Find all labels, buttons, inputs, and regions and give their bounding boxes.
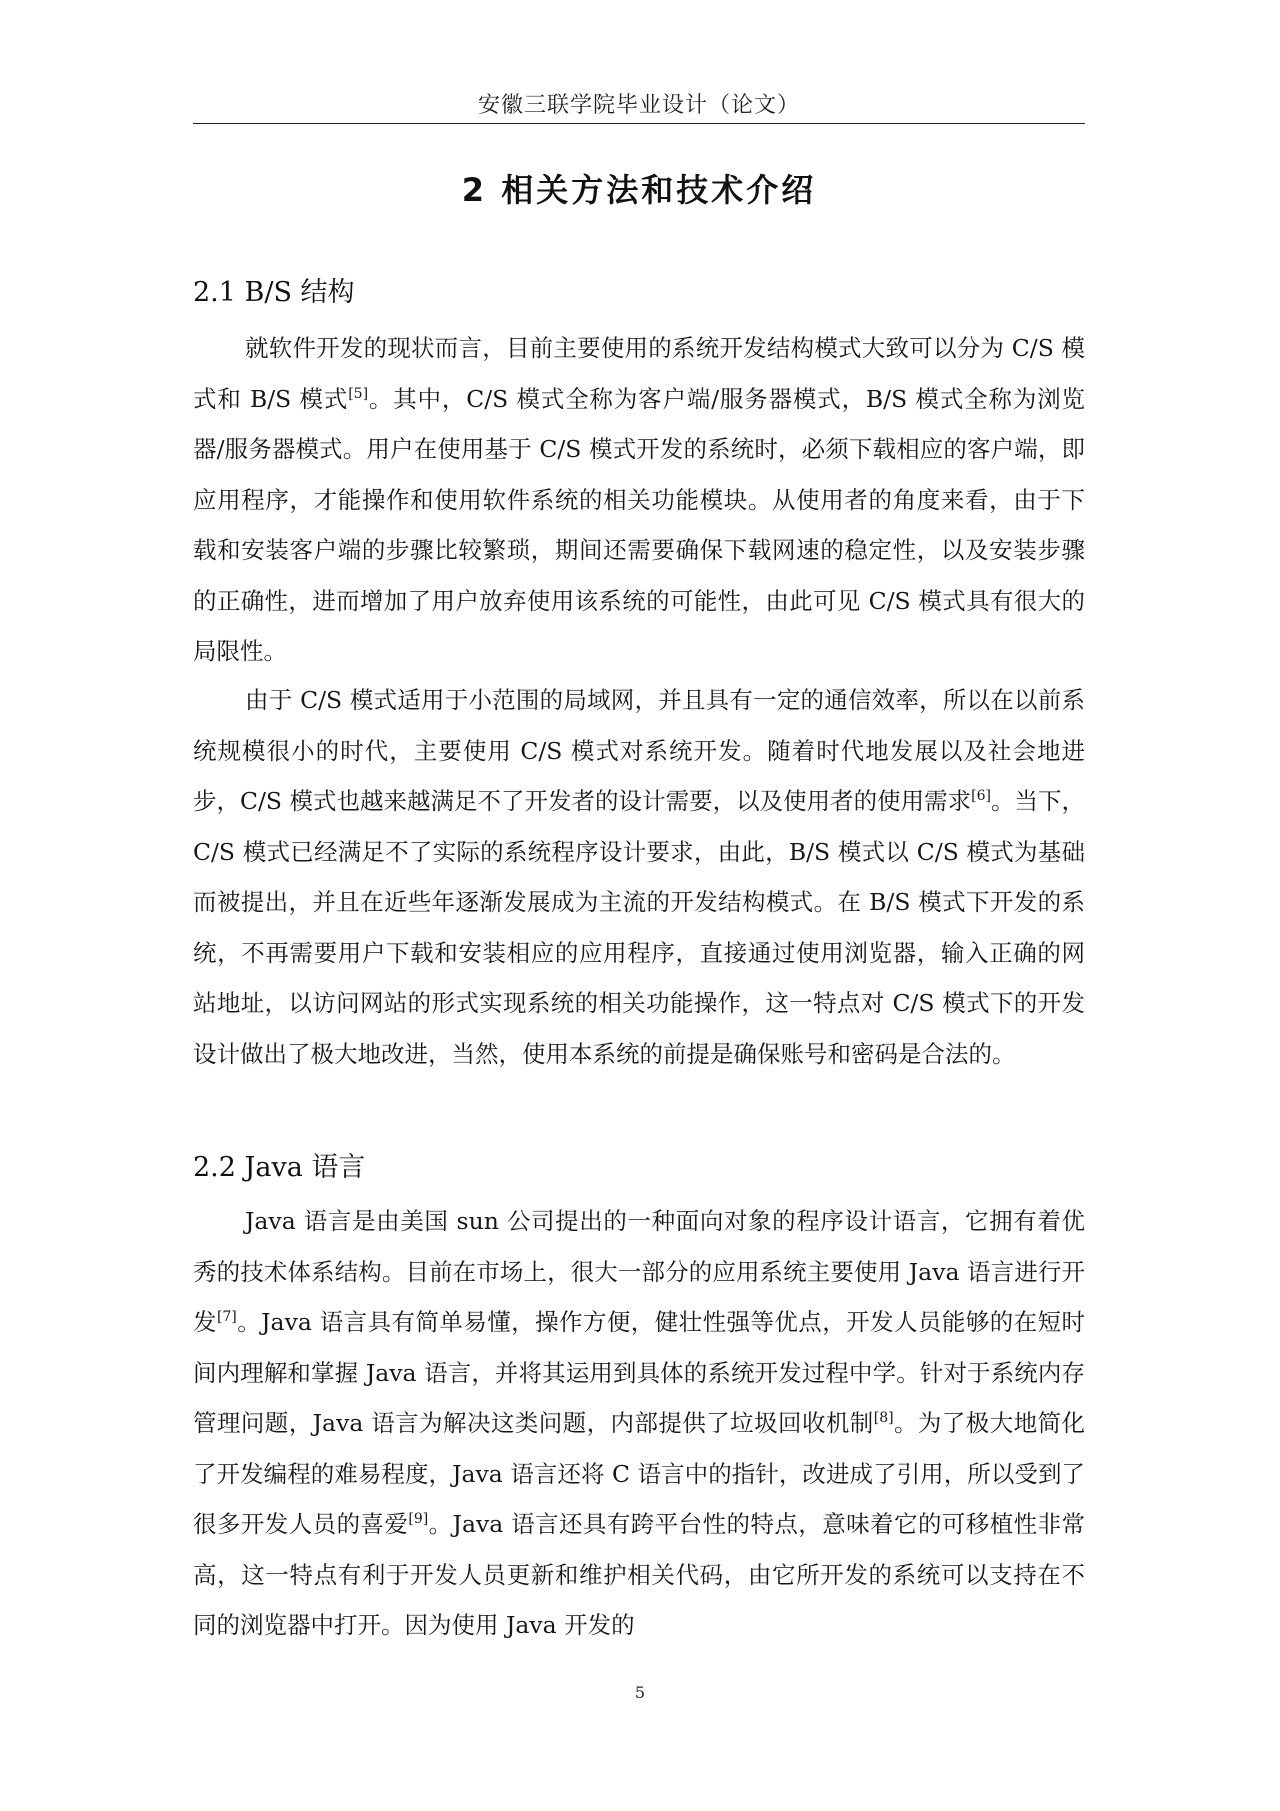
section-heading-2-1: 2.1 B/S 结构	[193, 277, 355, 308]
citation-marker: [5]	[348, 385, 369, 402]
citation-marker: [6]	[971, 788, 991, 805]
paragraph-text: 。为了极大地简化了开发编程的难易程度，Java 语言还将 C 语言中的指针，改进成了引用，所以受到了很多开发人员的喜爱	[193, 1409, 1085, 1538]
citation-marker: [7]	[216, 1309, 237, 1326]
paragraph-2-1-a	[193, 323, 1085, 677]
paragraph-2-2-a	[193, 1196, 1085, 1651]
paragraph-text: 。Java 语言还具有跨平台性的特点，意味着它的可移植性非常高，这一特点有利于开发人员更新和维护相关代码，由它所开发的系统可以支持在不同的浏览器中打开。因为使用 Java 开发的	[193, 1510, 1086, 1639]
paragraph-2-1-b	[193, 675, 1085, 1079]
paragraph-text: 。其中，C/S 模式全称为客户端/服务器模式，B/S 模式全称为浏览器/服务器模式。用户在使用基于 C/S 模式开发的系统时，必须下载相应的客户端，即应用程序，才能操作和使用软件系统的相关功能模块。从使用者的角度来看，由于下载和安装客户端的步骤比较繁琐，期间还需要确保下载网速的稳定性，以及安装步骤的正确性，进而增加了用户放弃使用该系统的可能性，由此可见 C/S 模式具有很大的局限性。	[193, 384, 1085, 665]
chapter-title: 2 相关方法和技术介绍	[461, 171, 817, 209]
paragraph-text: 由于 C/S 模式适用于小范围的局域网，并且具有一定的通信效率，所以在以前系统规模很小的时代，主要使用 C/S 模式对系统开发。随着时代地发展以及社会地进步，C/S 模式也越来越满足不了开发者的设计需要，以及使用者的使用需求	[193, 686, 1085, 815]
citation-marker: [8]	[873, 1410, 894, 1427]
page-number: 5	[634, 1683, 646, 1702]
header-rule	[193, 123, 1085, 124]
paragraph-text: Java 语言是由美国 sun 公司提出的一种面向对象的程序设计语言，它拥有着优秀的技术体系结构。目前在市场上，很大一部分的应用系统主要使用 Java 语言进行开发	[193, 1207, 1085, 1336]
paragraph-text: 。Java 语言具有简单易懂，操作方便，健壮性强等优点，开发人员能够的在短时间内理解和掌握 Java 语言，并将其运用到具体的系统开发过程中学。针对于系统内存管理问题，Java 语言为解决这类问题，内部提供了垃圾回收机制	[193, 1308, 1086, 1437]
paragraph-text: 就软件开发的现状而言，目前主要使用的系统开发结构模式大致可以分为 C/S 模式和 B/S 模式	[193, 334, 1085, 413]
paragraph-text: 。当下，C/S 模式已经满足不了实际的系统程序设计要求，由此，B/S 模式以 C/S 模式为基础而被提出，并且在近些年逐渐发展成为主流的开发结构模式。在 B/S 模式下开发的系统，不再需要用户下载和安装相应的应用程序，直接通过使用浏览器，输入正确的网站地址，以访问网站的形式实现系统的相关功能操作，这一特点对 C/S 模式下的开发设计做出了极大地改进，当然，使用本系统的前提是确保账号和密码是合法的。	[193, 787, 1086, 1068]
section-heading-2-2: 2.2 Java 语言	[193, 1152, 366, 1183]
citation-marker: [9]	[408, 1511, 429, 1528]
running-header: 安徽三联学院毕业设计（论文）	[477, 93, 800, 118]
